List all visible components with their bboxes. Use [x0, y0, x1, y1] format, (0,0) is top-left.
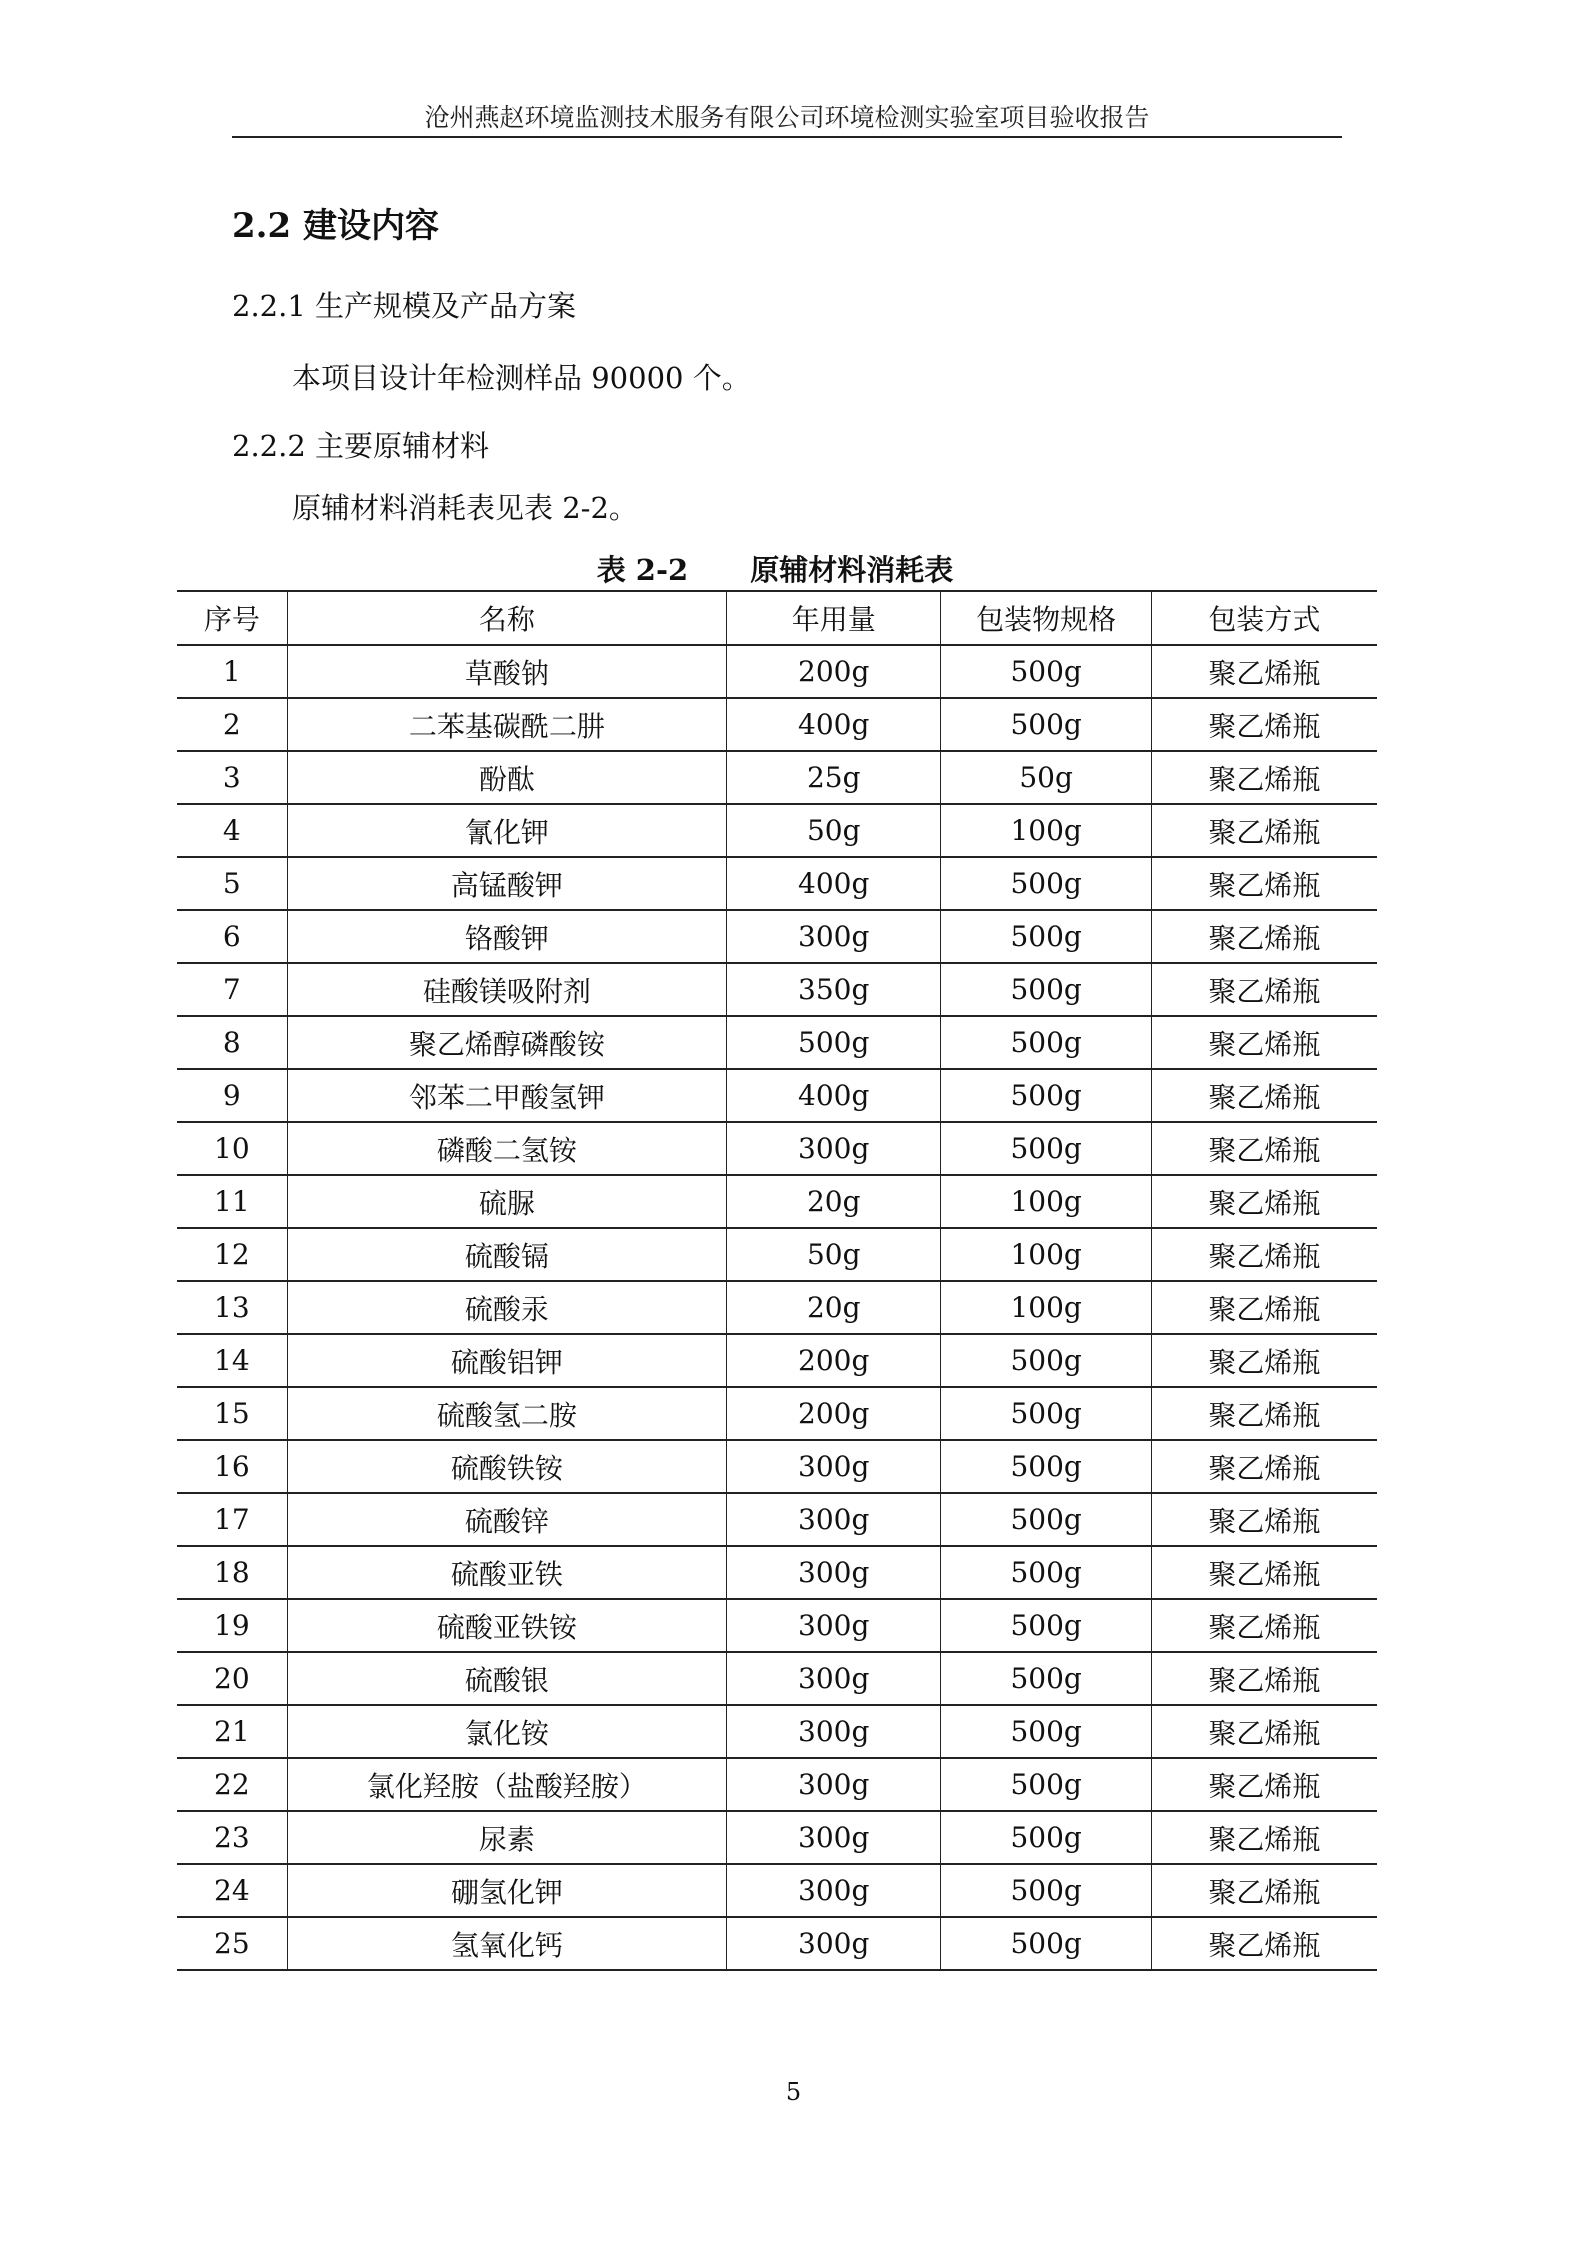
cell-package-type: 聚乙烯瓶	[1151, 1440, 1377, 1493]
cell-package-type: 聚乙烯瓶	[1151, 804, 1377, 857]
table-row	[177, 1705, 1377, 1758]
cell-name: 硫酸亚铁	[287, 1546, 726, 1599]
cell-annual-usage: 20g	[727, 1281, 941, 1334]
cell-name: 铬酸钾	[287, 910, 726, 963]
cell-name: 磷酸二氢铵	[287, 1122, 726, 1175]
cell-annual-usage: 400g	[727, 857, 941, 910]
cell-no: 1	[177, 645, 287, 698]
table-row	[177, 1334, 1377, 1387]
cell-package-spec: 500g	[941, 1493, 1151, 1546]
table-caption-number: 表 2-2	[596, 553, 689, 587]
cell-package-spec: 500g	[941, 1016, 1151, 1069]
cell-name: 草酸钠	[287, 645, 726, 698]
cell-no: 5	[177, 857, 287, 910]
cell-annual-usage: 200g	[727, 1334, 941, 1387]
cell-package-type: 聚乙烯瓶	[1151, 1281, 1377, 1334]
cell-name: 硼氢化钾	[287, 1864, 726, 1917]
cell-no: 15	[177, 1387, 287, 1440]
cell-name: 尿素	[287, 1811, 726, 1864]
cell-name: 硫酸氢二胺	[287, 1387, 726, 1440]
cell-annual-usage: 300g	[727, 1864, 941, 1917]
cell-package-type: 聚乙烯瓶	[1151, 1864, 1377, 1917]
cell-package-spec: 500g	[941, 1546, 1151, 1599]
cell-package-spec: 500g	[941, 1864, 1151, 1917]
cell-no: 2	[177, 698, 287, 751]
cell-no: 23	[177, 1811, 287, 1864]
table-row	[177, 1228, 1377, 1281]
paragraph-production-scale: 本项目设计年检测样品 90000 个。	[292, 361, 751, 395]
cell-package-type: 聚乙烯瓶	[1151, 1917, 1377, 1970]
cell-package-spec: 100g	[941, 1228, 1151, 1281]
cell-package-type: 聚乙烯瓶	[1151, 1811, 1377, 1864]
cell-name: 硫酸汞	[287, 1281, 726, 1334]
cell-package-spec: 500g	[941, 1705, 1151, 1758]
cell-annual-usage: 50g	[727, 1228, 941, 1281]
cell-package-spec: 500g	[941, 1334, 1151, 1387]
table-row	[177, 1811, 1377, 1864]
cell-no: 25	[177, 1917, 287, 1970]
table-caption-title: 原辅材料消耗表	[750, 553, 954, 587]
cell-name: 氯化羟胺（盐酸羟胺）	[287, 1758, 726, 1811]
cell-annual-usage: 400g	[727, 698, 941, 751]
cell-annual-usage: 300g	[727, 1811, 941, 1864]
table-row	[177, 1122, 1377, 1175]
cell-package-spec: 500g	[941, 645, 1151, 698]
table-row	[177, 963, 1377, 1016]
table-row	[177, 1440, 1377, 1493]
subsection-title-2-2-1: 2.2.1 生产规模及产品方案	[232, 289, 577, 323]
table-caption	[177, 548, 1373, 589]
header-divider	[232, 136, 1342, 138]
table-row	[177, 1281, 1377, 1334]
cell-name: 高锰酸钾	[287, 857, 726, 910]
cell-name: 硫酸锌	[287, 1493, 726, 1546]
cell-package-type: 聚乙烯瓶	[1151, 751, 1377, 804]
cell-no: 20	[177, 1652, 287, 1705]
cell-annual-usage: 300g	[727, 1546, 941, 1599]
cell-package-spec: 100g	[941, 1281, 1151, 1334]
cell-package-type: 聚乙烯瓶	[1151, 910, 1377, 963]
table-row	[177, 804, 1377, 857]
cell-annual-usage: 400g	[727, 1069, 941, 1122]
table-row	[177, 751, 1377, 804]
cell-name: 硫酸镉	[287, 1228, 726, 1281]
table-row	[177, 698, 1377, 751]
table-row	[177, 645, 1377, 698]
cell-package-spec: 500g	[941, 963, 1151, 1016]
cell-name: 硫酸铁铵	[287, 1440, 726, 1493]
cell-no: 21	[177, 1705, 287, 1758]
cell-annual-usage: 300g	[727, 1599, 941, 1652]
table-row	[177, 1387, 1377, 1440]
cell-name: 邻苯二甲酸氢钾	[287, 1069, 726, 1122]
cell-package-spec: 50g	[941, 751, 1151, 804]
cell-package-type: 聚乙烯瓶	[1151, 963, 1377, 1016]
cell-no: 4	[177, 804, 287, 857]
cell-annual-usage: 300g	[727, 1917, 941, 1970]
cell-no: 7	[177, 963, 287, 1016]
header-cell-name: 名称	[287, 591, 726, 645]
cell-no: 13	[177, 1281, 287, 1334]
cell-package-spec: 500g	[941, 1917, 1151, 1970]
cell-no: 17	[177, 1493, 287, 1546]
cell-package-spec: 100g	[941, 1175, 1151, 1228]
cell-name: 硫酸亚铁铵	[287, 1599, 726, 1652]
cell-name: 氰化钾	[287, 804, 726, 857]
cell-package-type: 聚乙烯瓶	[1151, 1387, 1377, 1440]
cell-no: 24	[177, 1864, 287, 1917]
cell-no: 19	[177, 1599, 287, 1652]
cell-no: 6	[177, 910, 287, 963]
cell-name: 硫酸银	[287, 1652, 726, 1705]
cell-annual-usage: 200g	[727, 645, 941, 698]
cell-no: 16	[177, 1440, 287, 1493]
cell-package-type: 聚乙烯瓶	[1151, 645, 1377, 698]
cell-annual-usage: 25g	[727, 751, 941, 804]
cell-package-spec: 500g	[941, 857, 1151, 910]
cell-package-spec: 100g	[941, 804, 1151, 857]
cell-annual-usage: 300g	[727, 1493, 941, 1546]
cell-name: 二苯基碳酰二肼	[287, 698, 726, 751]
materials-table	[177, 590, 1377, 1971]
cell-package-type: 聚乙烯瓶	[1151, 1016, 1377, 1069]
cell-annual-usage: 300g	[727, 1705, 941, 1758]
cell-package-type: 聚乙烯瓶	[1151, 1546, 1377, 1599]
cell-name: 酚酞	[287, 751, 726, 804]
section-title: 2.2 建设内容	[232, 206, 439, 246]
cell-package-type: 聚乙烯瓶	[1151, 1705, 1377, 1758]
cell-name: 硅酸镁吸附剂	[287, 963, 726, 1016]
subsection-title-2-2-2: 2.2.2 主要原辅材料	[232, 429, 490, 463]
cell-package-type: 聚乙烯瓶	[1151, 857, 1377, 910]
cell-package-type: 聚乙烯瓶	[1151, 698, 1377, 751]
header-cell-package-spec: 包装物规格	[941, 591, 1151, 645]
cell-package-spec: 500g	[941, 1599, 1151, 1652]
cell-no: 10	[177, 1122, 287, 1175]
cell-annual-usage: 300g	[727, 1652, 941, 1705]
cell-package-type: 聚乙烯瓶	[1151, 1758, 1377, 1811]
cell-package-spec: 500g	[941, 1811, 1151, 1864]
cell-no: 18	[177, 1546, 287, 1599]
cell-package-type: 聚乙烯瓶	[1151, 1122, 1377, 1175]
running-header: 沧州燕赵环境监测技术服务有限公司环境检测实验室项目验收报告	[424, 103, 1150, 132]
cell-package-spec: 500g	[941, 1122, 1151, 1175]
cell-package-type: 聚乙烯瓶	[1151, 1175, 1377, 1228]
header-cell-annual-usage: 年用量	[727, 591, 941, 645]
table-row	[177, 1652, 1377, 1705]
cell-annual-usage: 50g	[727, 804, 941, 857]
cell-name: 硫脲	[287, 1175, 726, 1228]
cell-no: 14	[177, 1334, 287, 1387]
table-header-row	[177, 591, 1377, 645]
cell-name: 硫酸铝钾	[287, 1334, 726, 1387]
table-row	[177, 1069, 1377, 1122]
header-cell-no: 序号	[177, 591, 287, 645]
cell-name: 氯化铵	[287, 1705, 726, 1758]
cell-name: 聚乙烯醇磷酸铵	[287, 1016, 726, 1069]
cell-package-spec: 500g	[941, 1069, 1151, 1122]
cell-no: 9	[177, 1069, 287, 1122]
cell-name: 氢氧化钙	[287, 1917, 726, 1970]
table-row	[177, 1175, 1377, 1228]
header-cell-package-type: 包装方式	[1151, 591, 1377, 645]
cell-package-spec: 500g	[941, 1440, 1151, 1493]
paragraph-materials-ref: 原辅材料消耗表见表 2-2。	[292, 491, 638, 525]
cell-annual-usage: 500g	[727, 1016, 941, 1069]
cell-package-type: 聚乙烯瓶	[1151, 1069, 1377, 1122]
cell-no: 12	[177, 1228, 287, 1281]
table-row	[177, 1917, 1377, 1970]
table-row	[177, 910, 1377, 963]
cell-package-type: 聚乙烯瓶	[1151, 1493, 1377, 1546]
cell-annual-usage: 350g	[727, 963, 941, 1016]
cell-package-type: 聚乙烯瓶	[1151, 1599, 1377, 1652]
cell-package-spec: 500g	[941, 1758, 1151, 1811]
cell-no: 8	[177, 1016, 287, 1069]
table-row	[177, 1016, 1377, 1069]
cell-package-spec: 500g	[941, 910, 1151, 963]
cell-package-type: 聚乙烯瓶	[1151, 1334, 1377, 1387]
cell-annual-usage: 200g	[727, 1387, 941, 1440]
cell-no: 22	[177, 1758, 287, 1811]
cell-annual-usage: 300g	[727, 910, 941, 963]
table-row	[177, 857, 1377, 910]
cell-annual-usage: 300g	[727, 1440, 941, 1493]
table-row	[177, 1864, 1377, 1917]
cell-annual-usage: 300g	[727, 1758, 941, 1811]
cell-package-spec: 500g	[941, 1652, 1151, 1705]
cell-package-type: 聚乙烯瓶	[1151, 1652, 1377, 1705]
cell-no: 3	[177, 751, 287, 804]
cell-no: 11	[177, 1175, 287, 1228]
cell-annual-usage: 300g	[727, 1122, 941, 1175]
cell-package-spec: 500g	[941, 698, 1151, 751]
page-number: 5	[785, 2078, 802, 2106]
table-row	[177, 1493, 1377, 1546]
cell-package-type: 聚乙烯瓶	[1151, 1228, 1377, 1281]
table-row	[177, 1599, 1377, 1652]
table-row	[177, 1758, 1377, 1811]
cell-package-spec: 500g	[941, 1387, 1151, 1440]
cell-annual-usage: 20g	[727, 1175, 941, 1228]
table-row	[177, 1546, 1377, 1599]
